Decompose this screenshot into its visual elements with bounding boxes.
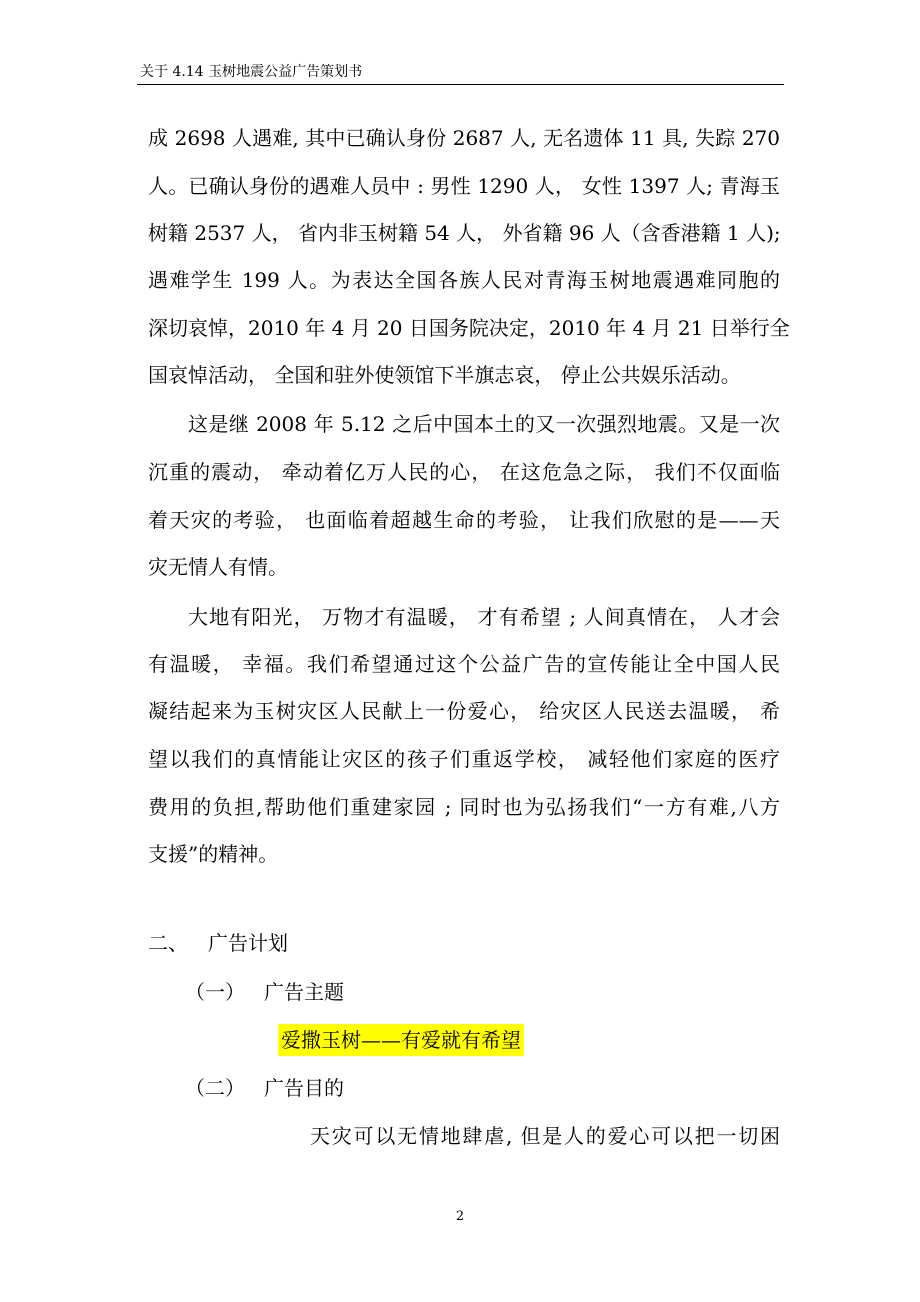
subsection-title: 广告主题 — [264, 980, 344, 1004]
header-divider — [137, 84, 784, 85]
paragraph-line: 费用的负担,帮助他们重建家园 ; 同时也为弘扬我们“一方有难,八方 — [148, 795, 780, 819]
paragraph-line: 国哀悼活动， 全国和驻外使领馆下半旗志哀， 停止公共娱乐活动。 — [148, 363, 741, 387]
paragraph-line: 遇难学生 199 人。为表达全国各族人民对青海玉树地震遇难同胞的 — [148, 268, 780, 292]
theme-slogan: 爱撒玉树——有爱就有希望 — [278, 1024, 524, 1056]
paragraph-line: 成 2698 人遇难, 其中已确认身份 2687 人, 无名遗体 11 具, 失踪 270 — [148, 126, 780, 150]
paragraph-line: 人。已确认身份的遇难人员中 : 男性 1290 人， 女性 1397 人; 青海玉 — [148, 174, 780, 198]
paragraph-line: 树籍 2537 人， 省内非玉树籍 54 人， 外省籍 96 人（含香港籍 1 人); — [148, 221, 781, 245]
section-number: 二、 — [148, 931, 188, 955]
paragraph-line: 着天灾的考验， 也面临着超越生命的考验， 让我们欣慰的是——天 — [148, 508, 780, 532]
paragraph-line: 望以我们的真情能让灾区的孩子们重返学校， 减轻他们家庭的医疗 — [148, 747, 780, 771]
header-title: 关于 4.14 玉树地震公益广告策划书 — [140, 64, 363, 80]
page-number: 2 — [455, 1209, 465, 1224]
paragraph-line: 沉重的震动， 牵动着亿万人民的心， 在这危急之际， 我们不仅面临 — [148, 460, 780, 484]
subsection-number: （二） — [185, 1076, 245, 1100]
paragraph-line: 凝结起来为玉树灾区人民献上一份爱心， 给灾区人民送去温暖， 希 — [148, 699, 780, 723]
subsection-title: 广告目的 — [264, 1076, 344, 1100]
paragraph-line: 大地有阳光， 万物才有温暖， 才有希望 ; 人间真情在， 人才会 — [188, 605, 780, 629]
subsection-number: （一） — [185, 980, 245, 1004]
paragraph-line: 支援”的精神。 — [148, 842, 279, 866]
paragraph-line: 有温暖， 幸福。我们希望通过这个公益广告的宣传能让全中国人民 — [148, 652, 780, 676]
section-title: 广告计划 — [208, 931, 288, 955]
paragraph-line: 这是继 2008 年 5.12 之后中国本土的又一次强烈地震。又是一次 — [188, 412, 780, 436]
paragraph-line: 深切哀悼，2010 年 4 月 20 日国务院决定，2010 年 4 月 21 日举行全 — [148, 316, 790, 340]
purpose-line: 天灾可以无情地肆虐, 但是人的爱心可以把一切困 — [310, 1124, 780, 1148]
paragraph-line: 灾无情人有情。 — [148, 555, 288, 579]
